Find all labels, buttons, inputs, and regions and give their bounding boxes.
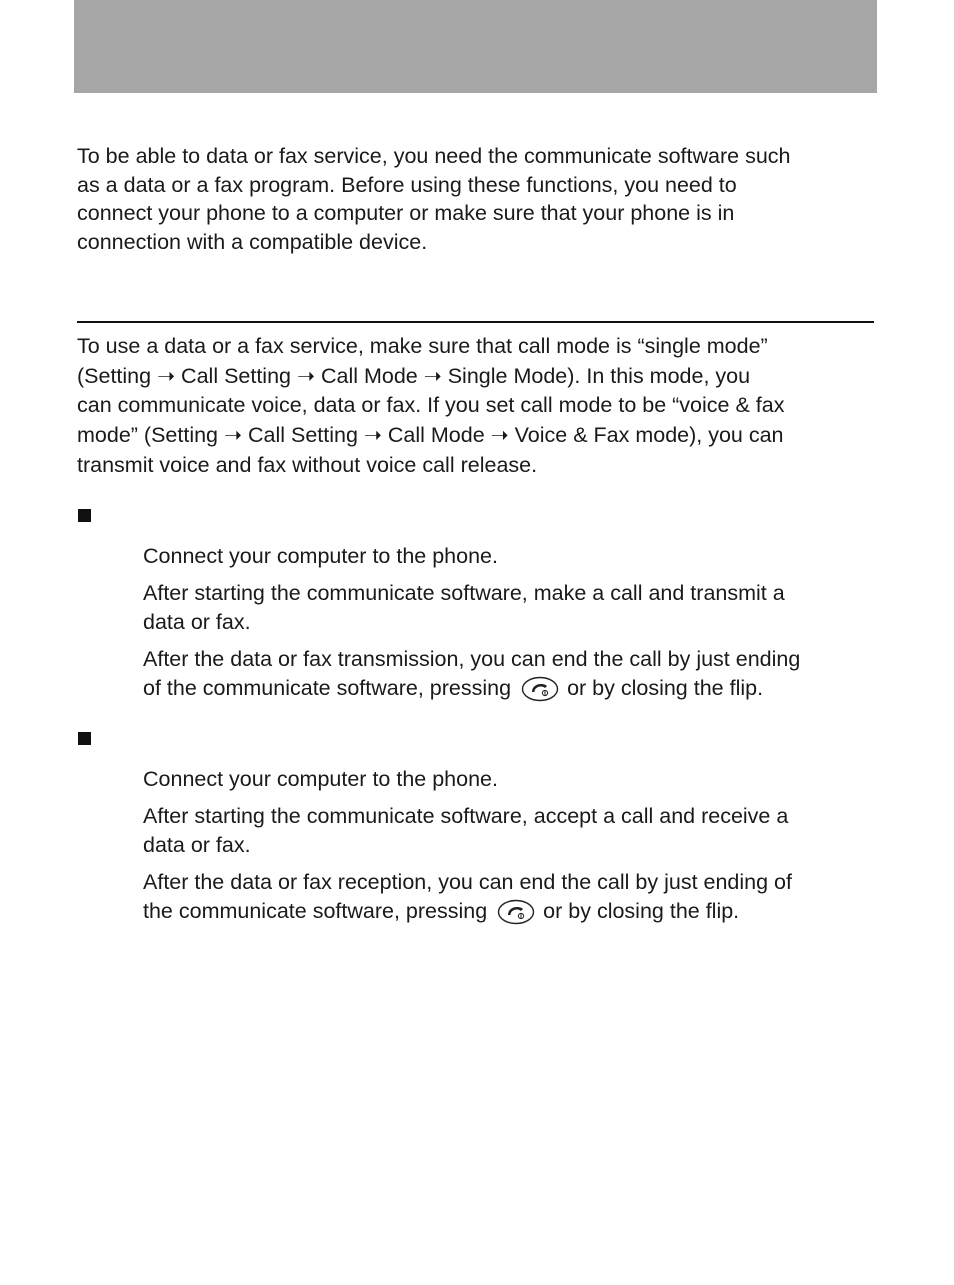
header-bar [74,0,877,93]
receiving-step-2 [143,802,883,860]
square-bullet-icon [78,509,91,522]
sending-step-2 [143,579,883,637]
call-mode-line: mode” (Setting ➝ Call Setting ➝ Call Mode ➝ Voice & Fax mode), you can [77,423,784,448]
step-line: data or fax. [143,610,251,634]
end-call-key-icon [521,676,559,702]
step-line: After starting the communicate software, accept a call and receive a [143,804,789,828]
intro-paragraph [77,142,877,256]
step-line: After the data or fax reception, you can end the call by just ending of [143,870,792,894]
call-mode-line: (Setting ➝ Call Setting ➝ Call Mode ➝ Single Mode). In this mode, you [77,363,751,388]
section-divider [77,321,874,323]
step-line: the communicate software, pressing [143,899,488,923]
intro-line: connect your phone to a computer or make sure that your phone is in [77,201,735,226]
intro-line: To be able to data or fax service, you need the communicate software such [77,144,791,168]
intro-line: connection with a compatible device. [77,229,428,254]
step-line: or by closing the flip. [543,899,740,923]
end-call-key-icon [497,899,535,925]
receiving-step-1: Connect your computer to the phone. [143,767,498,791]
call-mode-line: To use a data or a fax service, make sure that call mode is “single mode” [77,334,768,358]
call-mode-paragraph [77,332,877,481]
sending-step-3 [143,645,883,703]
step-line: data or fax. [143,833,251,857]
call-mode-line: transmit voice and fax without voice call release. [77,452,538,477]
receiving-step-3 [143,868,883,926]
step-line: of the communicate software, pressing [143,676,512,700]
sending-step-1: Connect your computer to the phone. [143,544,498,568]
call-mode-line: can communicate voice, data or fax. If you set call mode to be “voice & fax [77,393,785,418]
intro-line: as a data or a fax program. Before using these functions, you need to [77,172,737,197]
step-line: or by closing the flip. [567,676,764,700]
step-line: After the data or fax transmission, you can end the call by just ending [143,647,801,671]
step-line: After starting the communicate software, make a call and transmit a [143,581,785,605]
square-bullet-icon [78,732,91,745]
